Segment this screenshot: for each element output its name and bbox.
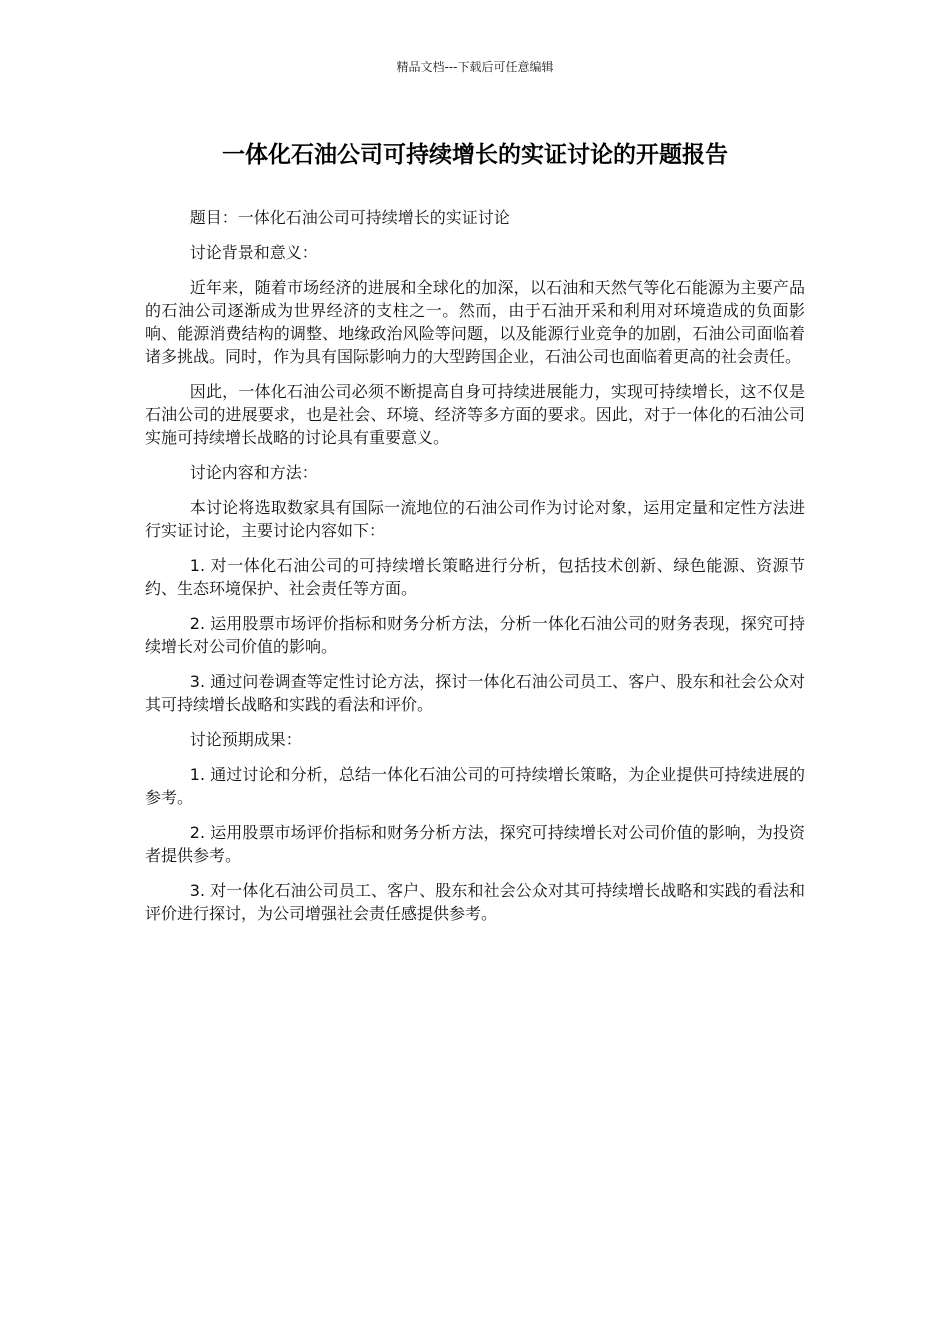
background-paragraph-1: 近年来，随着市场经济的进展和全球化的加深，以石油和天然气等化石能源为主要产品的石油公司逐渐成为世界经济的支柱之一。然而，由于石油开采和利用对环境造成的负面影响、能源消费结构的调整、地缘政治风险等问题，以及能源行业竞争的加剧，石油公司面临着诸多挑战。同时，作为具有国际影响力的大型跨国企业，石油公司也面临着更高的社会责任。: [145, 278, 805, 366]
methods-item-1: 1. 对一体化石油公司的可持续增长策略进行分析，包括技术创新、绿色能源、资源节约、生态环境保护、社会责任等方面。: [145, 556, 805, 598]
document-title: 一体化石油公司可持续增长的实证讨论的开题报告: [222, 142, 728, 168]
outcomes-item-3: 3. 对一体化石油公司员工、客户、股东和社会公众对其可持续增长战略和实践的看法和评价进行探讨，为公司增强社会责任感提供参考。: [145, 881, 805, 923]
background-paragraph-2: 因此，一体化石油公司必须不断提高自身可持续进展能力，实现可持续增长，这不仅是石油公司的进展要求，也是社会、环境、经济等多方面的要求。因此，对于一体化的石油公司实施可持续增长战略的讨论具有重要意义。: [145, 382, 805, 447]
document-body: [145, 206, 805, 937]
page-header: 精品文档---下载后可任意编辑: [396, 60, 554, 74]
section-heading-background: 讨论背景和意义：: [189, 243, 318, 262]
section-heading-methods: 讨论内容和方法：: [189, 463, 318, 482]
methods-item-2: 2. 运用股票市场评价指标和财务分析方法，分析一体化石油公司的财务表现，探究可持续增长对公司价值的影响。: [145, 614, 805, 656]
outcomes-item-1: 1. 通过讨论和分析，总结一体化石油公司的可持续增长策略，为企业提供可持续进展的参考。: [145, 765, 805, 807]
topic-line: 题目：一体化石油公司可持续增长的实证讨论: [189, 208, 510, 227]
outcomes-item-2: 2. 运用股票市场评价指标和财务分析方法，探究可持续增长对公司价值的影响，为投资者提供参考。: [145, 823, 805, 865]
methods-intro: 本讨论将选取数家具有国际一流地位的石油公司作为讨论对象，运用定量和定性方法进行实证讨论，主要讨论内容如下：: [145, 498, 805, 540]
methods-item-3: 3. 通过问卷调查等定性讨论方法，探讨一体化石油公司员工、客户、股东和社会公众对其可持续增长战略和实践的看法和评价。: [145, 672, 805, 714]
section-heading-outcomes: 讨论预期成果：: [189, 730, 302, 749]
